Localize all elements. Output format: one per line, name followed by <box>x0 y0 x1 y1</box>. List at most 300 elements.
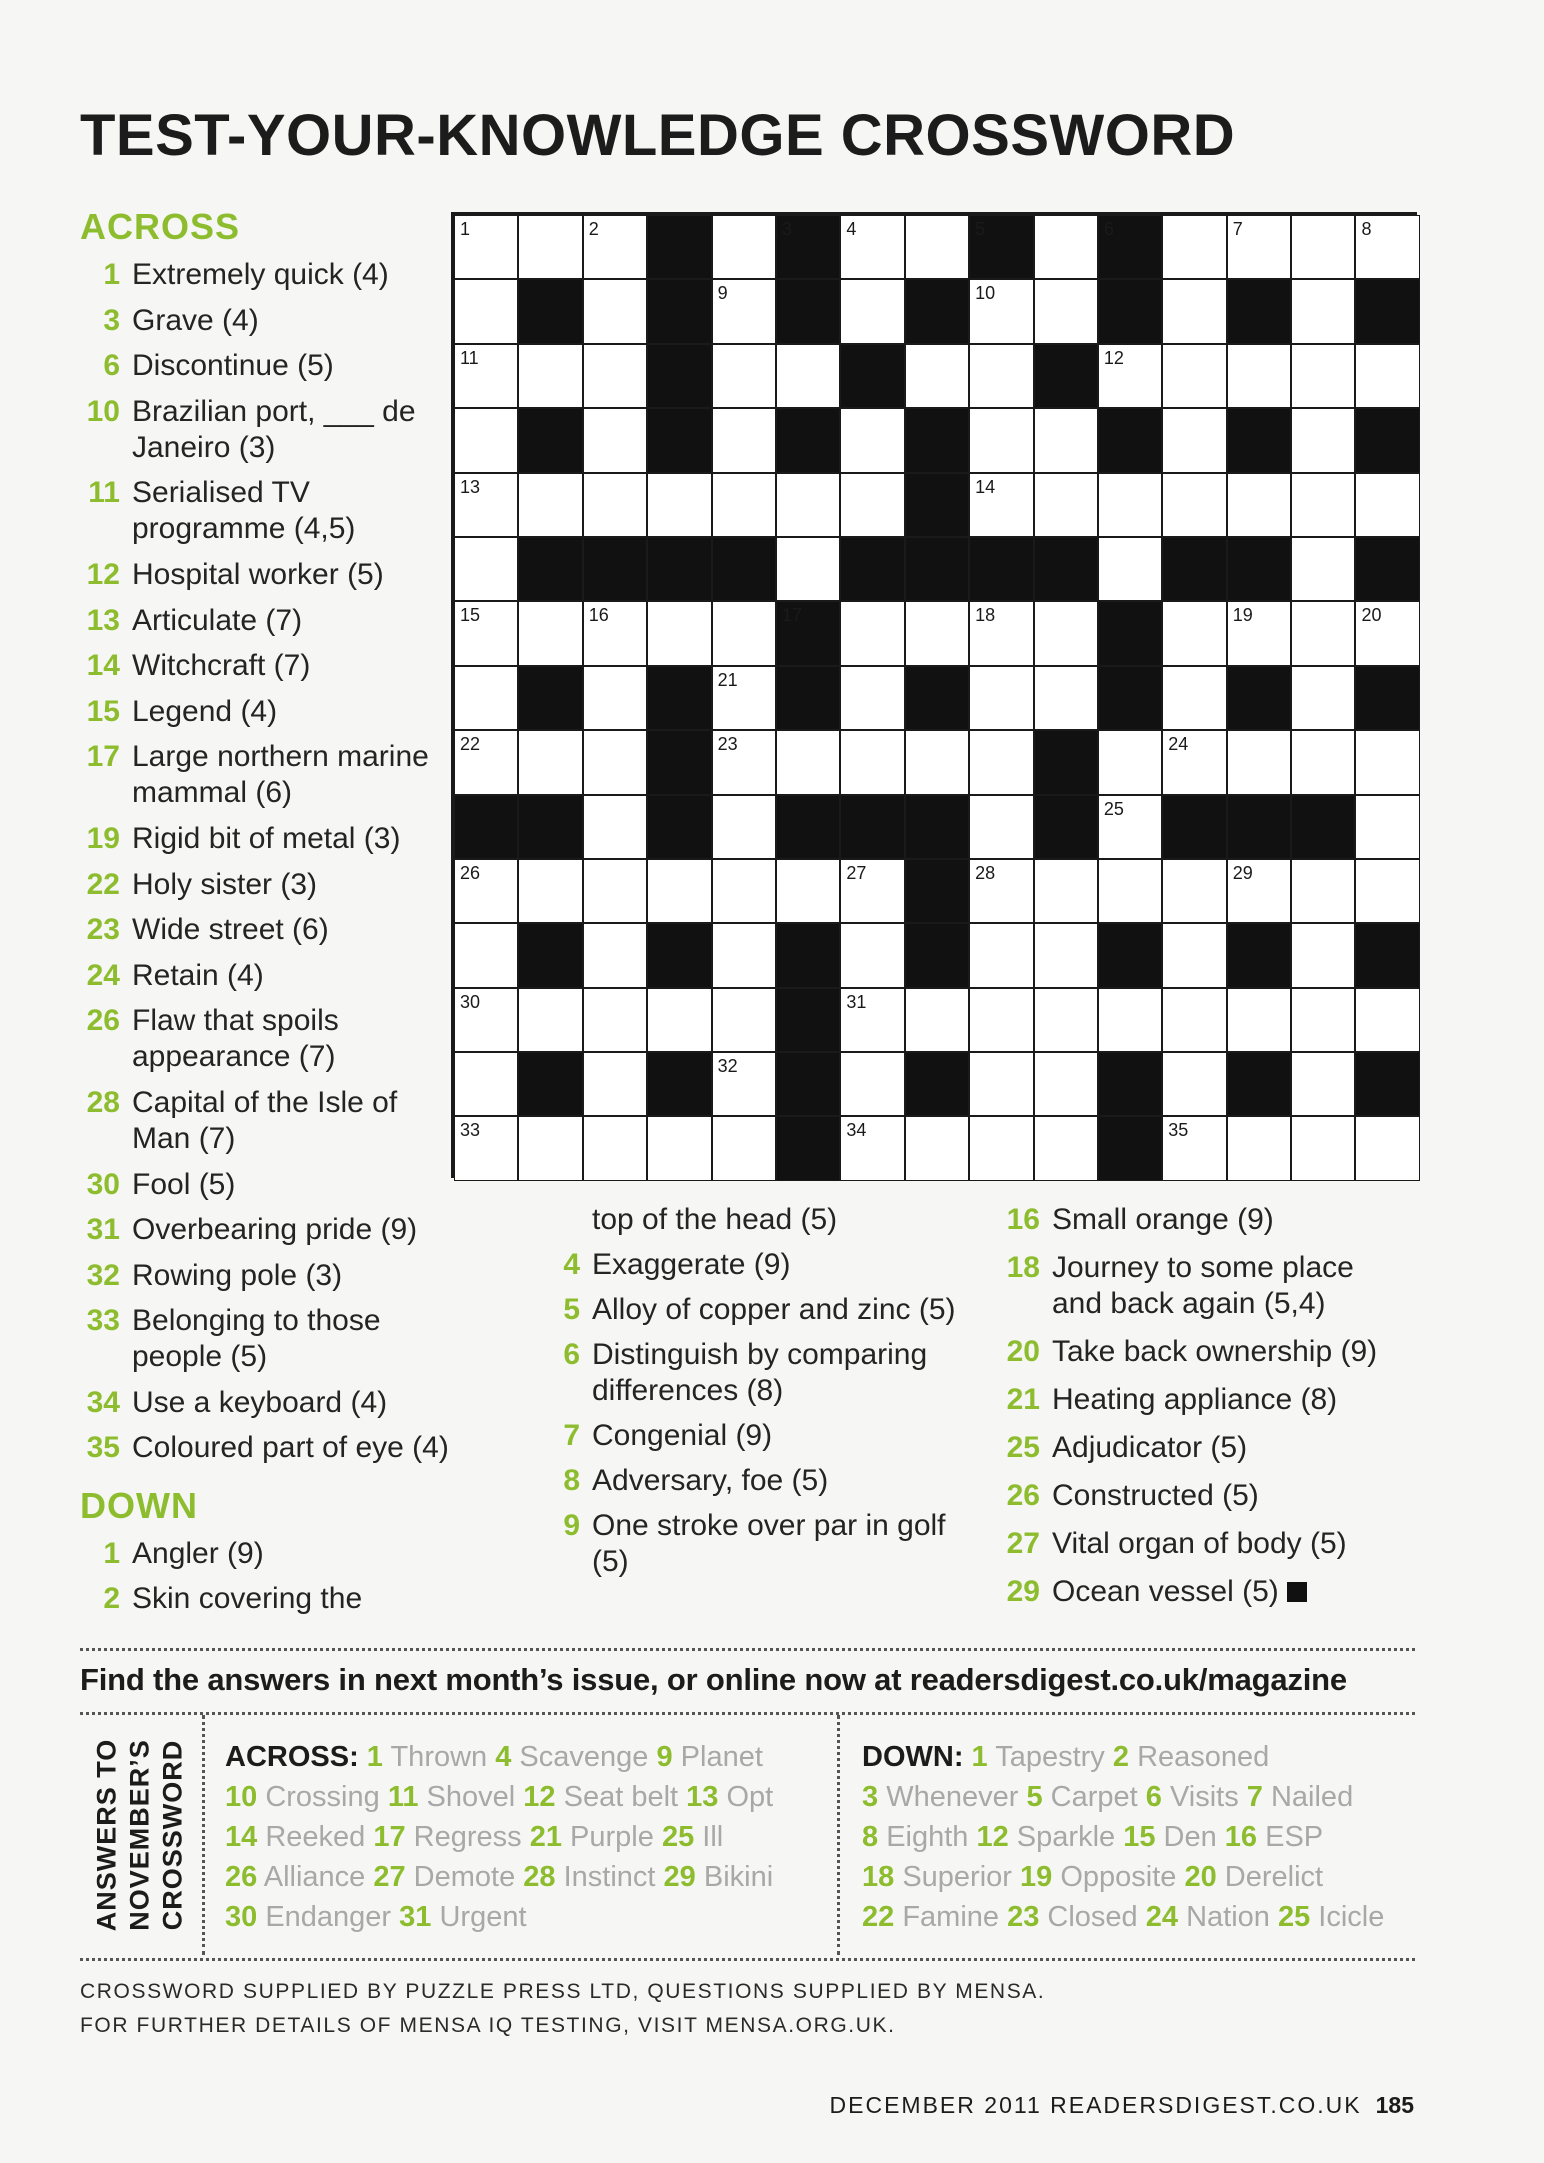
grid-cell[interactable] <box>905 601 969 665</box>
answer-number: 13 <box>686 1781 719 1813</box>
grid-cell[interactable] <box>776 730 840 794</box>
grid-cell[interactable] <box>1098 988 1162 1052</box>
clue-number: 6 <box>563 1338 580 1371</box>
grid-cell[interactable] <box>840 666 904 730</box>
clue-across-15 <box>80 694 455 730</box>
grid-cell[interactable] <box>905 215 969 279</box>
grid-cell[interactable] <box>1355 215 1419 279</box>
grid-cell[interactable] <box>647 1116 711 1180</box>
grid-cell[interactable] <box>840 1052 904 1116</box>
clue-number: 23 <box>86 913 120 947</box>
clue-text: Hospital worker (5) <box>132 557 384 591</box>
clue-text: Heating appliance (8) <box>1052 1383 1338 1416</box>
grid-cell[interactable] <box>712 344 776 408</box>
down-clues-col3 <box>990 1202 1410 1622</box>
answer-number: 11 <box>387 1781 419 1813</box>
clue-across-34 <box>80 1385 455 1421</box>
answer-word: Tapestry <box>987 1741 1113 1773</box>
grid-cell[interactable] <box>776 537 840 601</box>
grid-cell[interactable] <box>583 923 647 987</box>
grid-cell[interactable] <box>905 1116 969 1180</box>
grid-cell[interactable] <box>1291 730 1355 794</box>
grid-cell[interactable] <box>840 279 904 343</box>
clue-text: Discontinue (5) <box>132 349 334 383</box>
answer-number: 24 <box>1145 1901 1179 1933</box>
clue-down-mid-9 <box>540 1508 970 1580</box>
grid-cell[interactable] <box>1162 215 1226 279</box>
clue-number: 17 <box>86 740 120 774</box>
clue-number: 10 <box>86 394 120 428</box>
answer-word: Bikini <box>695 1861 774 1893</box>
grid-cell[interactable] <box>1098 859 1162 923</box>
grid-cell[interactable] <box>1355 344 1419 408</box>
clue-across-11 <box>80 475 455 547</box>
footer-text: DECEMBER 2011 READERSDIGEST.CO.UK <box>829 2092 1362 2118</box>
clue-text: Coloured part of eye (4) <box>132 1431 449 1465</box>
answers-side-line: ANSWERS TO <box>91 1738 122 1932</box>
grid-cell[interactable] <box>1291 1116 1355 1180</box>
grid-cell-black <box>1355 1052 1419 1116</box>
clue-number: 26 <box>86 1004 120 1038</box>
clue-down-mid-cont <box>540 1202 970 1238</box>
grid-cell[interactable] <box>712 215 776 279</box>
answer-number: 10 <box>225 1781 258 1813</box>
cell-number: 13 <box>460 476 481 497</box>
grid-cell[interactable] <box>454 988 518 1052</box>
grid-cell[interactable] <box>1355 601 1419 665</box>
grid-cell[interactable] <box>1291 344 1355 408</box>
grid-cell-black <box>905 1052 969 1116</box>
grid-cell[interactable] <box>969 408 1033 472</box>
grid-cell[interactable] <box>969 601 1033 665</box>
cell-number: 7 <box>1232 219 1243 239</box>
answer-number: 6 <box>1145 1781 1162 1813</box>
grid-cell[interactable] <box>1227 473 1291 537</box>
cell-number: 17 <box>781 605 802 626</box>
answer-word: Opposite <box>1052 1861 1185 1893</box>
grid-cell[interactable] <box>583 859 647 923</box>
grid-cell[interactable] <box>1162 859 1226 923</box>
clue-across-22 <box>80 867 455 903</box>
clue-number: 1 <box>103 1537 120 1570</box>
answer-number: 1 <box>971 1741 988 1773</box>
answer-word: Reeked <box>257 1821 374 1853</box>
answers-side-line: CROSSWORD <box>157 1739 188 1931</box>
grid-cell[interactable] <box>1162 408 1226 472</box>
grid-cell[interactable] <box>712 666 776 730</box>
grid-cell-black <box>518 279 582 343</box>
grid-cell[interactable] <box>647 988 711 1052</box>
answers-line <box>862 1737 1422 1777</box>
grid-cell[interactable] <box>1034 859 1098 923</box>
grid-cell-black <box>1098 923 1162 987</box>
grid-cell[interactable] <box>1291 473 1355 537</box>
grid-cell[interactable] <box>454 923 518 987</box>
cell-number: 3 <box>781 219 792 239</box>
grid-cell[interactable] <box>1162 988 1226 1052</box>
grid-cell[interactable] <box>583 408 647 472</box>
grid-cell-black <box>840 344 904 408</box>
grid-cell[interactable] <box>454 473 518 537</box>
grid-cell[interactable] <box>1291 279 1355 343</box>
cell-number: 26 <box>460 862 481 883</box>
grid-cell[interactable] <box>1355 473 1419 537</box>
grid-cell[interactable] <box>1034 1052 1098 1116</box>
answer-word: Nailed <box>1262 1781 1354 1813</box>
answers-label: ACROSS: <box>225 1741 367 1773</box>
grid-cell[interactable] <box>1162 279 1226 343</box>
answer-number: 3 <box>862 1781 879 1813</box>
grid-cell[interactable] <box>840 215 904 279</box>
grid-cell[interactable] <box>1227 730 1291 794</box>
grid-cell[interactable] <box>712 730 776 794</box>
grid-cell[interactable] <box>969 344 1033 408</box>
grid-cell[interactable] <box>1291 988 1355 1052</box>
answers-line <box>225 1737 825 1777</box>
grid-cell-black <box>969 215 1033 279</box>
grid-cell[interactable] <box>1291 215 1355 279</box>
clue-number: 1 <box>103 258 120 291</box>
answers-line <box>862 1817 1422 1857</box>
grid-cell-black <box>1098 215 1162 279</box>
grid-cell[interactable] <box>1162 1052 1226 1116</box>
grid-cell[interactable] <box>518 988 582 1052</box>
grid-cell[interactable] <box>1291 408 1355 472</box>
answer-word: Superior <box>894 1861 1020 1893</box>
answer-number: 9 <box>656 1741 673 1773</box>
grid-cell[interactable] <box>1227 988 1291 1052</box>
clue-text: Take back ownership (9) <box>1052 1335 1378 1368</box>
grid-cell[interactable] <box>1034 279 1098 343</box>
grid-cell[interactable] <box>647 473 711 537</box>
grid-cell[interactable] <box>1291 1052 1355 1116</box>
grid-cell[interactable] <box>776 344 840 408</box>
divider-top <box>80 1648 1415 1651</box>
grid-cell-black <box>647 215 711 279</box>
grid-cell[interactable] <box>840 730 904 794</box>
answers-down <box>862 1737 1422 1937</box>
grid-cell[interactable] <box>969 279 1033 343</box>
cell-number: 15 <box>460 605 481 626</box>
grid-cell[interactable] <box>1355 1116 1419 1180</box>
answer-word: ESP <box>1257 1821 1324 1853</box>
clue-number: 34 <box>86 1385 120 1419</box>
answer-word: Instinct <box>555 1861 664 1893</box>
grid-cell-black <box>905 279 969 343</box>
clue-number: 25 <box>1006 1431 1040 1464</box>
grid-cell[interactable] <box>1098 730 1162 794</box>
grid-cell[interactable] <box>1291 859 1355 923</box>
credits-line-2: FOR FURTHER DETAILS OF MENSA IQ TESTING, VISIT MENSA.ORG.UK. <box>80 2014 896 2037</box>
clue-down-right-18 <box>990 1250 1410 1322</box>
cell-number: 20 <box>1361 605 1382 626</box>
answer-number: 19 <box>1020 1861 1053 1893</box>
grid-cell[interactable] <box>1162 923 1226 987</box>
answer-number: 25 <box>661 1821 695 1853</box>
cell-number: 35 <box>1168 1120 1189 1141</box>
grid-cell[interactable] <box>969 666 1033 730</box>
answer-word: Urgent <box>431 1901 527 1933</box>
clue-text: Overbearing pride (9) <box>132 1213 418 1247</box>
grid-cell[interactable] <box>454 344 518 408</box>
grid-cell[interactable] <box>583 215 647 279</box>
grid-cell[interactable] <box>1162 344 1226 408</box>
clue-number: 14 <box>86 649 120 683</box>
grid-cell[interactable] <box>1034 666 1098 730</box>
answer-word: Seat belt <box>555 1781 687 1813</box>
grid-cell[interactable] <box>1034 473 1098 537</box>
grid-cell[interactable] <box>583 279 647 343</box>
grid-cell[interactable] <box>1162 601 1226 665</box>
across-heading: ACROSS <box>80 206 241 247</box>
grid-cell[interactable] <box>840 601 904 665</box>
grid-cell[interactable] <box>1098 537 1162 601</box>
grid-cell-black <box>776 408 840 472</box>
grid-cell[interactable] <box>647 859 711 923</box>
grid-cell[interactable] <box>1162 473 1226 537</box>
grid-cell[interactable] <box>518 601 582 665</box>
answer-word: Ill <box>694 1821 724 1853</box>
grid-cell[interactable] <box>518 215 582 279</box>
grid-cell[interactable] <box>969 988 1033 1052</box>
grid-cell[interactable] <box>712 1052 776 1116</box>
answer-number: 2 <box>1112 1741 1130 1773</box>
grid-cell[interactable] <box>1098 795 1162 859</box>
clue-down-right-16 <box>990 1202 1410 1238</box>
grid-cell[interactable] <box>969 923 1033 987</box>
answer-number: 29 <box>663 1861 696 1893</box>
clue-number: 12 <box>86 557 120 591</box>
answer-number: 7 <box>1246 1781 1263 1813</box>
grid-cell[interactable] <box>1162 666 1226 730</box>
clue-number: 33 <box>86 1304 120 1338</box>
cell-number: 8 <box>1361 219 1372 239</box>
answer-word: Endanger <box>257 1901 400 1933</box>
clue-text: Fool (5) <box>132 1167 236 1201</box>
grid-cell[interactable] <box>712 601 776 665</box>
grid-cell[interactable] <box>583 795 647 859</box>
grid-cell[interactable] <box>454 279 518 343</box>
clue-down-mid-7 <box>540 1418 970 1454</box>
crossword-grid <box>451 212 1417 1178</box>
grid-cell[interactable] <box>583 1052 647 1116</box>
across-clues <box>80 257 455 1476</box>
grid-cell[interactable] <box>712 408 776 472</box>
answer-number: 31 <box>399 1901 432 1933</box>
clue-number: 30 <box>86 1167 120 1201</box>
clue-across-1 <box>80 257 455 293</box>
grid-cell[interactable] <box>1227 1116 1291 1180</box>
answer-number: 12 <box>976 1821 1009 1853</box>
grid-cell[interactable] <box>454 1052 518 1116</box>
clue-text: Journey to some place and back again (5,4) <box>1052 1251 1354 1320</box>
answer-number: 20 <box>1184 1861 1217 1893</box>
grid-cell[interactable] <box>1098 473 1162 537</box>
grid-cell[interactable] <box>454 859 518 923</box>
grid-cell[interactable] <box>712 795 776 859</box>
divider-bottom <box>80 1958 1415 1961</box>
grid-cell[interactable] <box>840 988 904 1052</box>
answer-word: Carpet <box>1042 1781 1146 1813</box>
grid-cell-black <box>1227 795 1291 859</box>
cell-number: 24 <box>1168 734 1189 755</box>
grid-cell[interactable] <box>1162 730 1226 794</box>
grid-cell[interactable] <box>518 1116 582 1180</box>
answer-word: Closed <box>1039 1901 1146 1933</box>
grid-cell[interactable] <box>583 601 647 665</box>
clue-across-30 <box>80 1167 455 1203</box>
clue-text: Rigid bit of metal (3) <box>132 821 401 855</box>
grid-cell[interactable] <box>1034 215 1098 279</box>
grid-cell[interactable] <box>583 344 647 408</box>
clue-text: Extremely quick (4) <box>132 258 389 291</box>
grid-cell[interactable] <box>969 795 1033 859</box>
grid-cell-black <box>1227 666 1291 730</box>
grid-cell[interactable] <box>518 344 582 408</box>
grid-cell[interactable] <box>776 859 840 923</box>
grid-cell[interactable] <box>712 859 776 923</box>
clue-text: Ocean vessel (5) <box>1052 1574 1410 1610</box>
grid-cell[interactable] <box>1355 795 1419 859</box>
clue-number: 31 <box>86 1213 120 1247</box>
answers-label: DOWN: <box>862 1741 972 1773</box>
clue-text: Serialised TV programme (4,5) <box>132 476 356 546</box>
grid-cell[interactable] <box>969 473 1033 537</box>
clue-across-13 <box>80 603 455 639</box>
grid-cell-black <box>905 795 969 859</box>
grid-cell[interactable] <box>840 859 904 923</box>
grid-cell[interactable] <box>969 1052 1033 1116</box>
clue-text: Brazilian port, ___ de Janeiro (3) <box>132 394 416 464</box>
answer-word: Scavenge <box>511 1741 657 1773</box>
clue-across-28 <box>80 1085 455 1157</box>
grid-cell[interactable] <box>905 344 969 408</box>
clue-number: 35 <box>86 1431 120 1465</box>
page-footer <box>830 2092 1414 2119</box>
grid-cell[interactable] <box>712 1116 776 1180</box>
grid-cell[interactable] <box>454 408 518 472</box>
grid-cell[interactable] <box>454 215 518 279</box>
answers-line <box>225 1777 825 1817</box>
grid-cell-black <box>647 666 711 730</box>
grid-cell[interactable] <box>583 473 647 537</box>
grid-cell[interactable] <box>1291 666 1355 730</box>
grid-cell[interactable] <box>840 473 904 537</box>
cell-number: 19 <box>1232 605 1253 626</box>
answers-divider-left <box>202 1715 205 1955</box>
grid-cell[interactable] <box>454 666 518 730</box>
answer-number: 18 <box>862 1861 895 1893</box>
grid-cell[interactable] <box>969 1116 1033 1180</box>
grid-cell[interactable] <box>647 601 711 665</box>
grid-cell[interactable] <box>905 730 969 794</box>
clue-number: 19 <box>86 821 120 855</box>
grid-cell[interactable] <box>1355 730 1419 794</box>
grid-cell[interactable] <box>1227 601 1291 665</box>
clue-text: Exaggerate (9) <box>592 1248 791 1281</box>
cell-number: 4 <box>846 219 857 239</box>
clue-number: 8 <box>563 1464 580 1497</box>
answer-word: Regress <box>405 1821 530 1853</box>
grid-cell[interactable] <box>1162 1116 1226 1180</box>
grid-cell[interactable] <box>583 1116 647 1180</box>
answers-side-line: NOVEMBER’S <box>124 1739 155 1931</box>
grid-cell[interactable] <box>905 988 969 1052</box>
grid-cell[interactable] <box>1034 601 1098 665</box>
grid-cell-black <box>1098 1116 1162 1180</box>
grid-cell-black <box>905 473 969 537</box>
grid-cell[interactable] <box>969 730 1033 794</box>
grid-cell-black <box>647 408 711 472</box>
grid-cell[interactable] <box>518 730 582 794</box>
grid-cell[interactable] <box>1227 215 1291 279</box>
grid-cell[interactable] <box>776 473 840 537</box>
grid-cell[interactable] <box>1098 344 1162 408</box>
grid-cell[interactable] <box>454 601 518 665</box>
grid-cell[interactable] <box>454 1116 518 1180</box>
grid-cell[interactable] <box>518 473 582 537</box>
grid-cell-black <box>1227 1052 1291 1116</box>
grid-cell[interactable] <box>969 859 1033 923</box>
grid-cell[interactable] <box>1355 988 1419 1052</box>
clue-across-35 <box>80 1430 455 1466</box>
grid-cell-black <box>905 859 969 923</box>
grid-cell[interactable] <box>1034 988 1098 1052</box>
grid-cell[interactable] <box>712 988 776 1052</box>
grid-cell[interactable] <box>1355 859 1419 923</box>
clue-down-mid-5 <box>540 1292 970 1328</box>
grid-cell[interactable] <box>840 923 904 987</box>
clue-down-mid-6 <box>540 1337 970 1409</box>
grid-cell-black <box>518 923 582 987</box>
grid-cell[interactable] <box>583 666 647 730</box>
grid-cell[interactable] <box>1291 601 1355 665</box>
answer-word: Alliance <box>257 1861 374 1893</box>
answer-number: 8 <box>862 1821 879 1853</box>
grid-cell[interactable] <box>712 473 776 537</box>
cell-number: 18 <box>975 605 996 626</box>
cell-number: 29 <box>1232 862 1253 883</box>
grid-cell-black <box>1227 408 1291 472</box>
grid-cell-black <box>583 537 647 601</box>
grid-cell[interactable] <box>1227 344 1291 408</box>
grid-cell[interactable] <box>454 730 518 794</box>
clue-number: 13 <box>86 603 120 637</box>
cell-number: 14 <box>975 476 996 497</box>
grid-cell[interactable] <box>1291 923 1355 987</box>
grid-cell[interactable] <box>1034 923 1098 987</box>
grid-cell-black <box>1098 601 1162 665</box>
clue-across-6 <box>80 348 455 384</box>
grid-cell[interactable] <box>712 923 776 987</box>
grid-cell[interactable] <box>1034 1116 1098 1180</box>
grid-cell[interactable] <box>1291 537 1355 601</box>
clue-across-23 <box>80 912 455 948</box>
grid-cell-black <box>776 279 840 343</box>
grid-cell[interactable] <box>518 859 582 923</box>
cell-number: 9 <box>717 283 728 304</box>
grid-cell[interactable] <box>712 279 776 343</box>
grid-cell[interactable] <box>840 1116 904 1180</box>
grid-cell[interactable] <box>1227 859 1291 923</box>
grid-cell[interactable] <box>583 988 647 1052</box>
grid-cell[interactable] <box>583 730 647 794</box>
grid-cell[interactable] <box>840 408 904 472</box>
grid-cell[interactable] <box>1034 408 1098 472</box>
clue-text: Vital organ of body (5) <box>1052 1527 1347 1560</box>
grid-cell[interactable] <box>454 537 518 601</box>
answer-number: 22 <box>862 1901 895 1933</box>
